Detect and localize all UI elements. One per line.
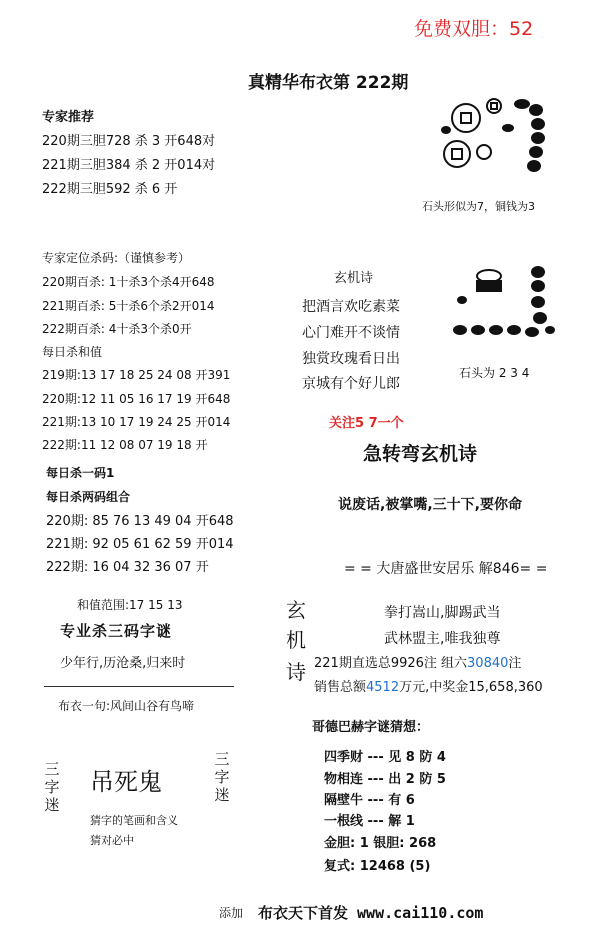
two-code-line: 222期: 16 04 32 36 07 开: [46, 560, 209, 575]
sales-line-1: [314, 652, 521, 671]
sales1-suffix: 注: [508, 656, 522, 671]
footer-add: 添加: [219, 906, 244, 920]
gedel-line: 物相连 --- 出 2 防 5: [324, 772, 446, 787]
stone-riddle-image: [446, 262, 560, 346]
riddle-vertical-left-3: 迷: [44, 796, 60, 814]
riddle-vertical-right-2: 字: [214, 768, 230, 786]
xuanji-line: 武林盟主,唯我独尊: [384, 631, 501, 647]
poem-line: 独赏玫瑰看日出: [302, 351, 400, 367]
divider: [44, 686, 234, 687]
xuanji-vertical-2: 机: [286, 628, 306, 652]
page-title: 真精华布衣第 222期: [248, 73, 409, 93]
riddle-main: 吊死鬼: [90, 768, 162, 796]
gedel-line: 隔壁牛 --- 有 6: [324, 793, 415, 808]
riddle-note: 猜对必中: [90, 834, 134, 847]
sum-range-line: 和值范围:17 15 13: [77, 598, 183, 612]
xuanji-line: 拳打嵩山,脚踢武当: [384, 605, 501, 621]
expert-line: 222期三胆592 杀 6 开: [42, 182, 178, 197]
riddle-vertical-left-1: 三: [44, 760, 60, 778]
pro-kill-title: 专业杀三码字谜: [60, 622, 173, 640]
pro-kill-line: 少年行,历沧桑,归来时: [60, 656, 186, 671]
sales-line-2: [314, 676, 543, 695]
poem-line: 把酒言欢吃素菜: [302, 299, 400, 315]
position-line: 222期百杀: 4十杀3个杀0开: [42, 322, 192, 336]
two-code-line: 220期: 85 76 13 49 04 开648: [46, 514, 234, 529]
sales1-prefix: 221期直选总9926注 组六: [314, 656, 468, 671]
focus-label: 关注5 7一个: [329, 416, 404, 431]
xuanji-vertical-1: 玄: [286, 598, 306, 622]
riddle2-caption: 石头为 2 3 4: [459, 366, 530, 380]
riddle1-caption: 石头形似为7，铜钱为3: [422, 200, 535, 213]
gedel-line: 复式: 12468 (5): [324, 859, 431, 874]
sum-kill-line: 221期:13 10 17 19 24 25 开014: [42, 415, 231, 429]
sum-kill-line: 220期:12 11 05 16 17 19 开648: [42, 392, 231, 406]
kill-one-heading: 每日杀一码1: [46, 466, 115, 480]
expert-line: 220期三胆728 杀 3 开648对: [42, 134, 216, 149]
expert-line: 221期三胆384 杀 2 开014对: [42, 158, 216, 173]
position-line: 220期百杀: 1十杀3个杀4开648: [42, 275, 215, 289]
free-double-label: 免费双胆：52: [414, 18, 534, 40]
sales2-suffix: 万元,中奖金15,658,360: [399, 680, 543, 695]
sales2-number: 4512: [366, 680, 400, 695]
poem-heading: 玄机诗: [334, 271, 374, 286]
sales2-prefix: 销售总额: [314, 680, 367, 695]
two-code-line: 221期: 92 05 61 62 59 开014: [46, 537, 234, 552]
kill-two-heading: 每日杀两码组合: [46, 490, 131, 504]
sales1-number: 30840: [467, 656, 509, 671]
riddle-vertical-right-1: 三: [214, 750, 230, 768]
sum-kill-heading: 每日杀和值: [42, 345, 103, 359]
gedel-line: 金胆: 1 银胆: 268: [324, 836, 437, 851]
riddle-vertical-right-3: 迷: [214, 786, 230, 804]
footer-site-link[interactable]: 布衣天下首发 www.cai110.com: [258, 904, 484, 922]
turn-poem-title: 急转弯玄机诗: [363, 443, 478, 465]
xuanji-vertical-3: 诗: [286, 660, 306, 684]
gedel-line: 四季财 --- 见 8 防 4: [324, 750, 446, 765]
sum-kill-line: 222期:11 12 08 07 19 18 开: [42, 438, 208, 452]
sum-kill-line: 219期:13 17 18 25 24 08 开391: [42, 368, 231, 382]
riddle-vertical-left-2: 字: [44, 778, 60, 796]
datang-line: = = 大唐盛世安居乐 解846= =: [344, 561, 548, 577]
riddle-note: 猜字的笔画和含义: [90, 814, 178, 827]
buyi-line: 布衣一句:风间山谷有鸟啼: [58, 699, 195, 713]
gedel-line: 一根线 --- 解 1: [324, 814, 415, 829]
turn-poem-line: 说废话,被掌嘴,三十下,要你命: [338, 497, 522, 513]
coin-stone-riddle-image: [432, 88, 562, 188]
poem-line: 京城有个好儿郎: [302, 376, 400, 392]
position-heading: 专家定位杀码:（谨慎参考）: [42, 251, 191, 265]
poem-line: 心门难开不谈情: [302, 325, 400, 341]
position-line: 221期百杀: 5十杀6个杀2开014: [42, 299, 215, 313]
gedel-heading: 哥德巴赫字谜猜想：: [312, 720, 430, 735]
expert-heading: 专家推荐: [42, 110, 95, 125]
